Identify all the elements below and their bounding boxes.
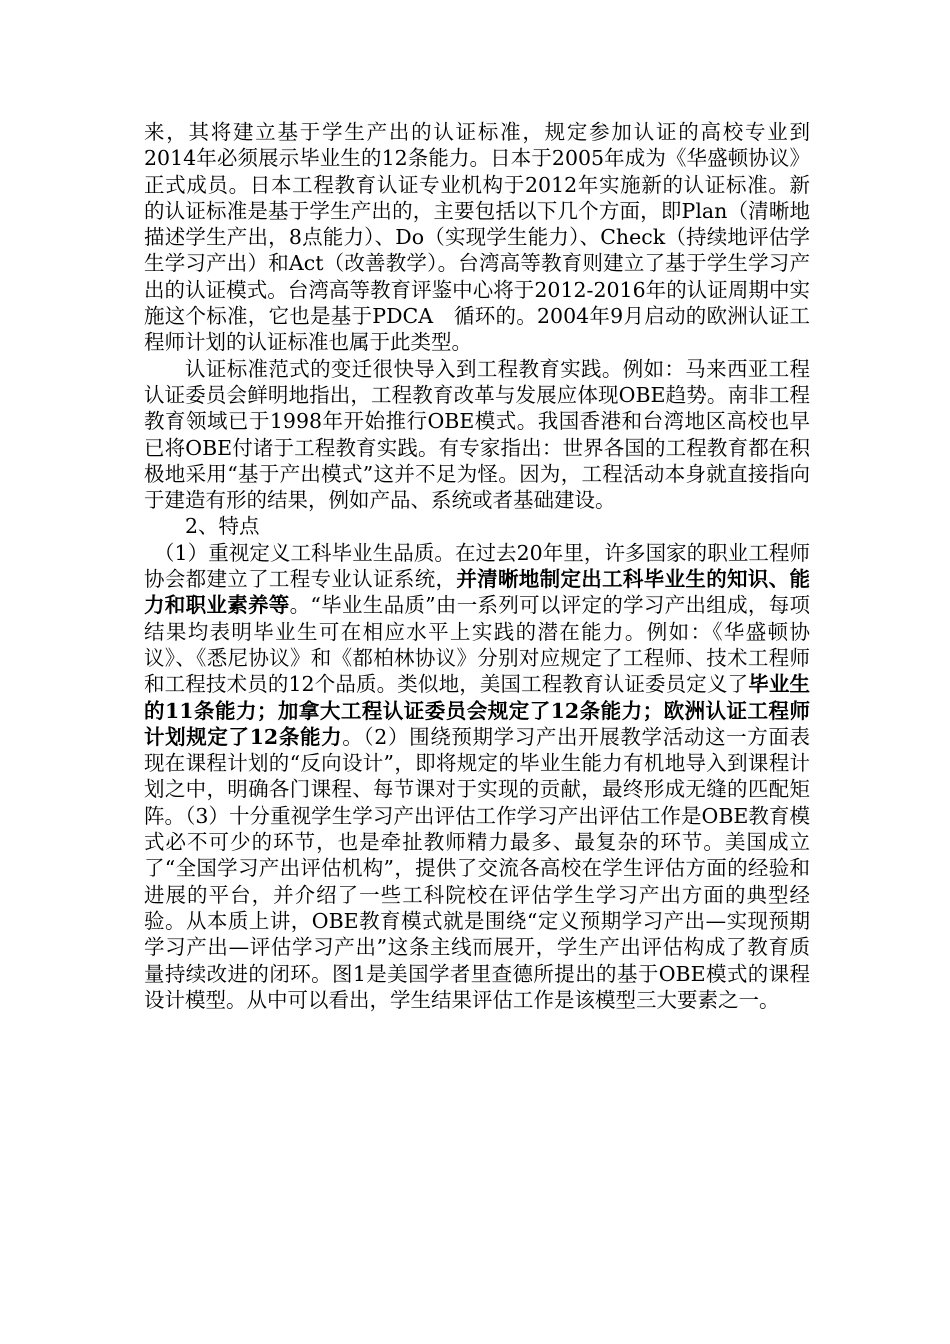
paragraph-characteristics bbox=[144, 540, 810, 1013]
paragraph-text: 认证标准范式的变迁很快导入到工程教育实践。例如：马来西亚工程认证委员会鲜明地指出，工程教育改革与发展应体现OBE趋势。南非工程教育领域已于1998年开始推行OBE模式。我国香港和台湾地区高校也早已将OBE付诸于工程教育实践。有专家指出：世界各国的工程教育都在积极地采用“基于产出模式”这并不足为怪。因为，工程活动本身就直接指向于建造有形的结果，例如产品、系统或者基础建设。 bbox=[144, 356, 810, 513]
document-body bbox=[144, 119, 810, 1013]
paragraph-certification-standards bbox=[144, 119, 810, 356]
paragraph-engineering-practice bbox=[144, 356, 810, 514]
paragraph-text: 。“毕业生品质”由一系列可以评定的学习产出组成，每项结果均表明毕业生可在相应水平上实践的潜在能力。例如：《华盛顿协议》、《悉尼协议》和《都柏林协议》分别对应规定了工程师、技术工程师和工程技术员的12个品质。类似地，美国工程教育认证委员定义了 bbox=[144, 593, 810, 697]
section-heading bbox=[144, 513, 810, 539]
paragraph-text: 来，其将建立基于学生产出的认证标准，规定参加认证的高校专业到2014年必须展示毕业生的12条能力。日本于2005年成为《华盛顿协议》正式成员。日本工程教育认证专业机构于2012年实施新的认证标准。新的认证标准是基于学生产出的，主要包括以下几个方面，即Plan（清晰地描述学生产出，8点能力）、Do（实现学生能力）、Check（持续地评估学生学习产出）和Act（改善教学）。台湾高等教育则建立了基于学生学习产出的认证模式。台湾高等教育评鉴中心将于2012-2016年的认证周期中实施这个标准，它也是基于PDCA 循环的。2004年9月启动的欧洲认证工程师计划的认证标准也属于此类型。 bbox=[144, 120, 810, 355]
paragraph-text: 。（2）围绕预期学习产出开展教学活动这一方面表现在课程计划的“反向设计”，即将规定的毕业生能力有机地导入到课程计划之中，明确各门课程、每节课对于实现的贡献，最终形成无缝的匹配矩阵。（3）十分重视学生学习产出评估工作学习产出评估工作是OBE教育模式必不可少的环节，也是牵扯教师精力最多、最复杂的环节。美国成立了“全国学习产出评估机构”，提供了交流各高校在学生评估方面的经验和进展的平台，并介绍了一些工科院校在评估学生学习产出方面的典型经验。从本质上讲，OBE教育模式就是围绕“定义预期学习产出—实现预期学习产出—评估学习产出”这条主线而展开，学生产出评估构成了教育质量持续改进的闭环。图1是美国学者里查德所提出的基于OBE模式的课程设计模型。从中可以看出，学生结果评估工作是该模型三大要素之一。 bbox=[144, 724, 811, 1012]
section-heading-text: 2、特点 bbox=[185, 514, 260, 539]
bold-text: 毕业生的11条能力；加拿大工程认证委员会规定了12条能力；欧洲认证工程师计划规定了12条能力 bbox=[144, 672, 811, 749]
bold-text: 并清晰地制定出工科毕业生的知识、能力和职业素养等 bbox=[144, 567, 811, 618]
paragraph-text: （1）重视定义工科毕业生品质。在过去20年里，许多国家的职业工程师协会都建立了工程专业认证系统， bbox=[144, 540, 810, 592]
